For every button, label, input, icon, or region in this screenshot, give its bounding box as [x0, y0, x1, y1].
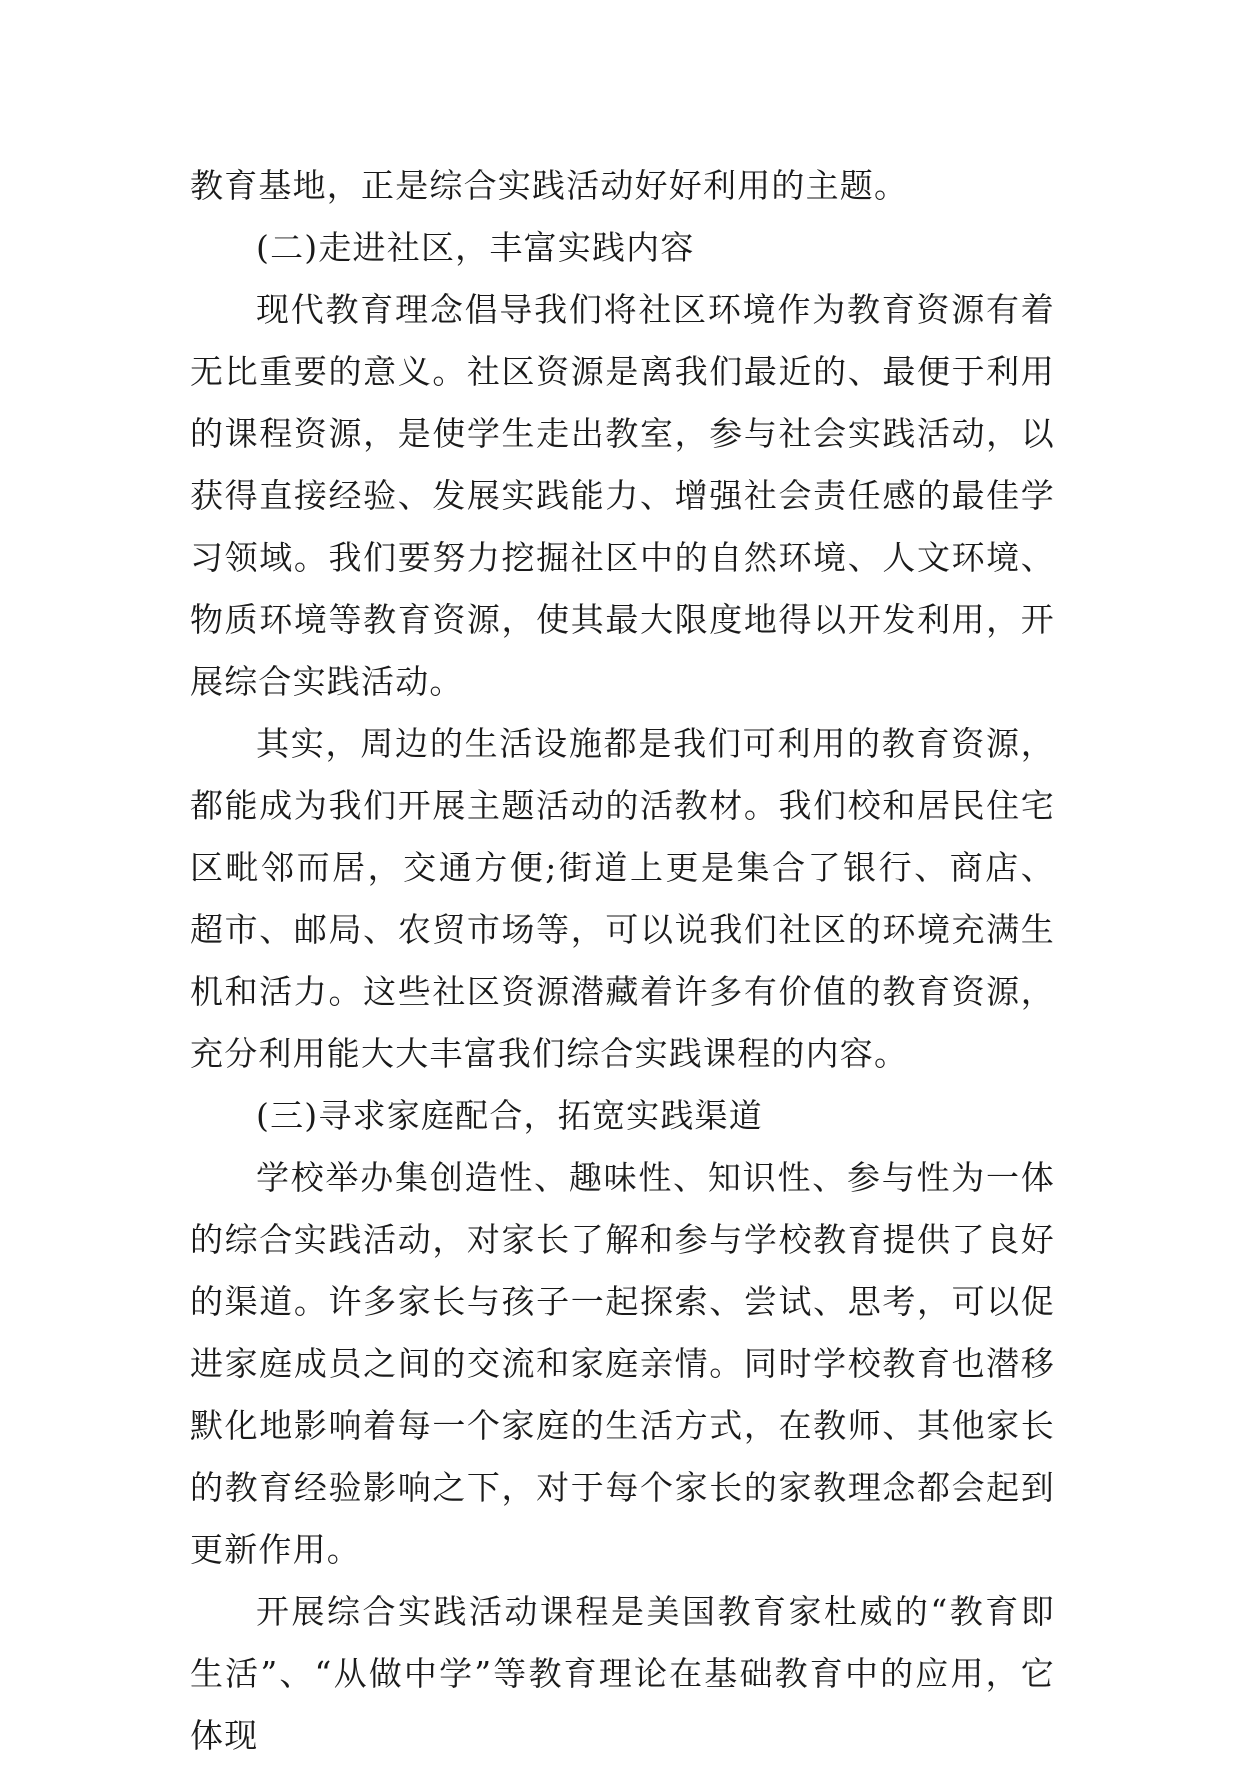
section-heading-2: (二)走进社区，丰富实践内容 [256, 228, 695, 267]
paragraph-community-resources: 现代教育理念倡导我们将社区环境作为教育资源有着无比重要的意义。社区资源是离我们最近的、最便于利用的课程资源，是使学生走出教室，参与社会实践活动，以获得直接经验、发展实践能力、增强社会责任感的最佳学习领域。我们要努力挖掘社区中的自然环境、人文环境、物质环境等教育资源，使其最大限度地得以开发利用，开展综合实践活动。 [190, 290, 1055, 701]
paragraph-family-cooperation: 学校举办集创造性、趣味性、知识性、参与性为一体的综合实践活动，对家长了解和参与学校教育提供了良好的渠道。许多家长与孩子一起探索、尝试、思考，可以促进家庭成员之间的交流和家庭亲情。同时学校教育也潜移默化地影响着每一个家庭的生活方式，在教师、其他家长的教育经验影响之下，对于每个家长的家教理念都会起到更新作用。 [190, 1158, 1055, 1569]
paragraph-continued: 教育基地，正是综合实践活动好好利用的主题。 [190, 166, 909, 205]
document-body [190, 155, 1055, 1767]
section-heading-3: (三)寻求家庭配合，拓宽实践渠道 [256, 1096, 763, 1135]
paragraph-surrounding-facilities: 其实，周边的生活设施都是我们可利用的教育资源，都能成为我们开展主题活动的活教材。我们校和居民住宅区毗邻而居，交通方便;街道上更是集合了银行、商店、超市、邮局、农贸市场等，可以说我们社区的环境充满生机和活力。这些社区资源潜藏着许多有价值的教育资源，充分利用能大大丰富我们综合实践课程的内容。 [190, 724, 1055, 1073]
paragraph-dewey-theory: 开展综合实践活动课程是美国教育家杜威的“教育即生活”、“从做中学”等教育理论在基础教育中的应用，它体现 [190, 1592, 1055, 1755]
